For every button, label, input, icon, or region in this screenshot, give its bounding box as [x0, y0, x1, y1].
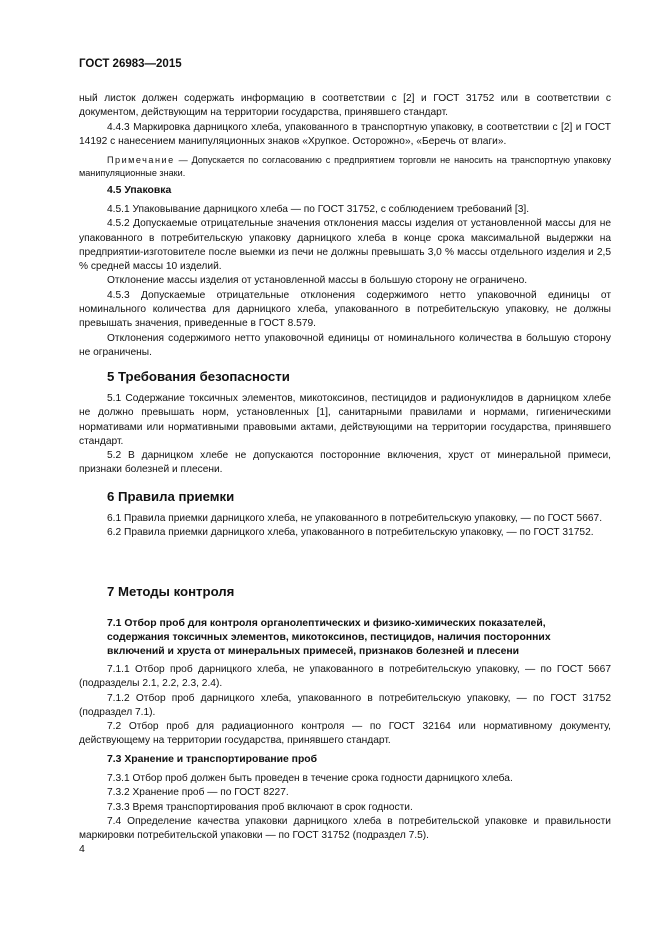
paragraph-6-2: 6.2 Правила приемки дарницкого хлеба, упакованного в потребительскую упаковку, — по ГОСТ 31752. [107, 527, 594, 539]
paragraph-4-5-2: 4.5.2 Допускаемые отрицательные значения отклонения массы изделия от установленной массы для не упакованного в потребительскую упаковку дарницкого хлеба в конце срока максимальной выдержки на предприятии-изготовителе после выемки из печи не должны превышать 3,0 % массы отдельного изделия и 2,5 % средней массы 10 изделий. [79, 218, 611, 273]
heading-6: 6 Правила приемки [107, 489, 235, 504]
heading-7-1: 7.1 Отбор проб для контроля органолептических и физико-химических показателей, содержания токсичных элементов, микотоксинов, пестицидов, наличия посторонних включений и хруста от минеральных примесей, признаков болезней и плесени [107, 618, 551, 657]
paragraph-4-4-3: 4.4.3 Маркировка дарницкого хлеба, упакованного в транспортную упаковку, в соответствии с [2] и ГОСТ 14192 с нанесением манипуляционных знаков «Хрупкое. Осторожно», «Беречь от влаги». [79, 121, 611, 147]
section-5 [79, 369, 611, 385]
paragraph-4-5-2b: Отклонение массы изделия от установленной массы в большую сторону не ограничено. [107, 275, 528, 287]
section-7-1-body [79, 663, 611, 749]
section-7-3-body [79, 772, 611, 843]
document-header: ГОСТ 26983—2015 [79, 58, 182, 70]
paragraph-4-5-3b: Отклонения содержимого нетто упаковочной единицы от номинального количества в большую сторону не ограничены. [79, 332, 611, 358]
paragraph-4-5-1: 4.5.1 Упаковывание дарницкого хлеба — по ГОСТ 31752, с соблюдением требований [3]. [107, 204, 530, 215]
paragraph-7-3-2: 7.3.2 Хранение проб — по ГОСТ 8227. [107, 787, 289, 799]
section-5-body [79, 392, 611, 478]
paragraph-intro: ный листок должен содержать информацию в соответствии с [2] и ГОСТ 31752 или в соответствии с документом, действующим на территории государства, принявшего стандарт. [79, 93, 611, 119]
note [79, 154, 611, 180]
paragraph-7-3-3: 7.3.3 Время транспортирования проб включают в срок годности. [107, 801, 413, 813]
paragraph-6-1: 6.1 Правила приемки дарницкого хлеба, не упакованного в потребительскую упаковку, — по ГОСТ 5667. [107, 513, 603, 524]
section-4-5-body [79, 203, 611, 360]
heading-4-5: 4.5 Упаковка [107, 185, 172, 196]
paragraph-4-5-3: 4.5.3 Допускаемые отрицательные отклонения содержимого нетто упаковочной единицы от номинального количества для дарницкого хлеба, упакованного в потребительскую упаковку, не должны превышать значения, приведенные в ГОСТ 8.579. [79, 289, 611, 330]
heading-5: 5 Требования безопасности [107, 369, 290, 384]
paragraph-5-2: 5.2 В дарницком хлебе не допускаются посторонние включения, хруст от минеральной примеси, признаки болезней и плесени. [79, 450, 611, 476]
paragraph-7-1-1: 7.1.1 Отбор проб дарницкого хлеба, не упакованного в потребительскую упаковку, — по ГОСТ 5667 (подразделы 2.1, 2.2, 2.3, 2.4). [79, 664, 611, 690]
paragraph-7-4: 7.4 Определение качества упаковки дарницкого хлеба в потребительской упаковке и правильности маркировки потребительской упаковки — по ГОСТ 31752 (подраздел 7.5). [79, 815, 611, 842]
page-number: 4 [79, 843, 85, 855]
section-6-body [79, 512, 611, 541]
paragraph-7-2: 7.2 Отбор проб для радиационного контроля — по ГОСТ 32164 или нормативному документу, действующему на территории государства, принявшего стандарт. [79, 721, 611, 747]
section-6 [79, 489, 611, 505]
note-label: Примечание [107, 155, 175, 166]
paragraph-7-1-2: 7.1.2 Отбор проб дарницкого хлеба, упакованного в потребительскую упаковку, — по ГОСТ 31752 (подраздел 7.1). [79, 692, 611, 718]
note-text: — Допускается по согласованию с предприятием торговли не наносить на транспортную упаковку манипуляционные знаки. [79, 155, 611, 179]
paragraph-5-1: 5.1 Содержание токсичных элементов, микотоксинов, пестицидов и радионуклидов в дарницком хлебе не должно превышать норм, установленных [1], санитарными правилами и нормами, гигиеническими нормативами или нормативными правовыми актами, действующими на территории государства, принявшего стандарт. [79, 393, 611, 447]
paragraph-7-3-1: 7.3.1 Отбор проб должен быть проведен в течение срока годности дарницкого хлеба. [107, 773, 513, 784]
section-7 [79, 584, 611, 600]
heading-7-3: 7.3 Хранение и транспортирование проб [107, 754, 318, 765]
section-7-3 [79, 753, 611, 767]
heading-7: 7 Методы контроля [107, 584, 235, 599]
section-7-1 [79, 617, 611, 659]
section-4-5 [79, 184, 611, 198]
section-4-continuation [79, 92, 611, 180]
